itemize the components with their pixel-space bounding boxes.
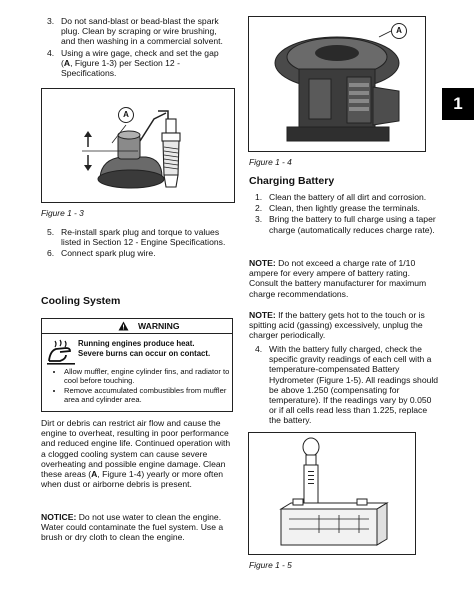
- charging-steps: [249, 192, 439, 236]
- figure-1-3-spark-plug-gap: [41, 88, 235, 203]
- figure-1-4-caption: Figure 1 - 4: [249, 157, 292, 167]
- figure-1-5-caption: Figure 1 - 5: [249, 560, 292, 570]
- spark-plug-gap-illustration: [42, 89, 234, 202]
- figure-1-4-engine: [248, 16, 426, 152]
- step-6: 6. Connect spark plug wire.: [47, 248, 156, 259]
- hot-surface-hand-icon: [46, 339, 76, 365]
- step-5: 5. Re-install spark plug and torque to values listed in Section 12 - Engine Specifications.: [47, 227, 226, 248]
- charging-battery-heading: Charging Battery: [249, 175, 335, 187]
- charging-step-3: 3. Bring the battery to full charge using a taper charge (automatically reduces charge rate).: [255, 214, 436, 235]
- step-3: 3. Do not sand-blast or bead-blast the spark plug. Clean by scraping or wire brushing, and then washing in a commercial solvent.: [47, 16, 223, 47]
- warning-header: [42, 319, 232, 334]
- charging-step-1: 1. Clean the battery of all dirt and corrosion.: [255, 192, 427, 202]
- warning-bullet: • Remove accumulated combustibles from muffler area and cylinder area.: [64, 386, 230, 404]
- warning-bullet: • Allow muffler, engine cylinder fins, and radiator to cool before touching.: [64, 367, 230, 385]
- charging-step-2: 2. Clean, then lightly grease the terminals.: [255, 203, 420, 214]
- cooling-paragraph: Dirt or debris can restrict air flow and cause the engine to overheat, resulting in poor performance and reduced engine life. Continued operation with a clogged cooling system can cause severe overheating and possible engine damage. Clean these areas (A, Figure 1-4) yearly or more often when dust or airborne debris is present.: [41, 418, 231, 490]
- callout-a: A: [118, 107, 134, 123]
- warning-title: WARNING: [138, 321, 180, 331]
- note-charge-rate: NOTE: Do not exceed a charge rate of 1/10 ampere for every ampere of battery rating. Consult the battery manufacturer for maximum charge recommendations.: [249, 258, 427, 299]
- charging-step-4-block: [249, 344, 439, 427]
- figure-1-5-hydrometer: [248, 432, 416, 555]
- step-4: 4. Using a wire gage, check and set the gap (A, Figure 1-3) per Section 12 - Specifications.: [47, 47, 219, 79]
- charging-step-4: 4. With the battery fully charged, check the specific gravity readings of each cell with a temperature-compensated Battery Hydrometer (Figure 1-5). All readings should be above 1.250 (compensating for temperature). If the readings vary by 0.050 or if all cells read less than 1.225, replace the battery.: [255, 344, 439, 426]
- left-mid-steps: [41, 227, 231, 260]
- warning-bullets: [46, 367, 230, 405]
- figure-1-3-caption: Figure 1 - 3: [41, 208, 84, 218]
- chapter-tab: 1: [442, 88, 474, 120]
- warning-triangle-icon: [118, 321, 129, 331]
- warning-box: [41, 318, 233, 412]
- cooling-system-heading: Cooling System: [41, 295, 121, 307]
- left-top-steps: [41, 16, 231, 79]
- callout-a: A: [391, 23, 407, 39]
- warning-statement: Running engines produce heat. Severe burns can occur on contact.: [78, 339, 211, 358]
- battery-hydrometer-illustration: [249, 433, 415, 554]
- notice-paragraph: NOTICE: Do not use water to clean the engine. Water could contaminate the fuel system. Use a brush or dry cloth to clean the engine.: [41, 512, 224, 543]
- note-hot-battery: NOTE: If the battery gets hot to the touch or is spitting acid (gassing) excessively, unplug the charger periodically.: [249, 310, 425, 341]
